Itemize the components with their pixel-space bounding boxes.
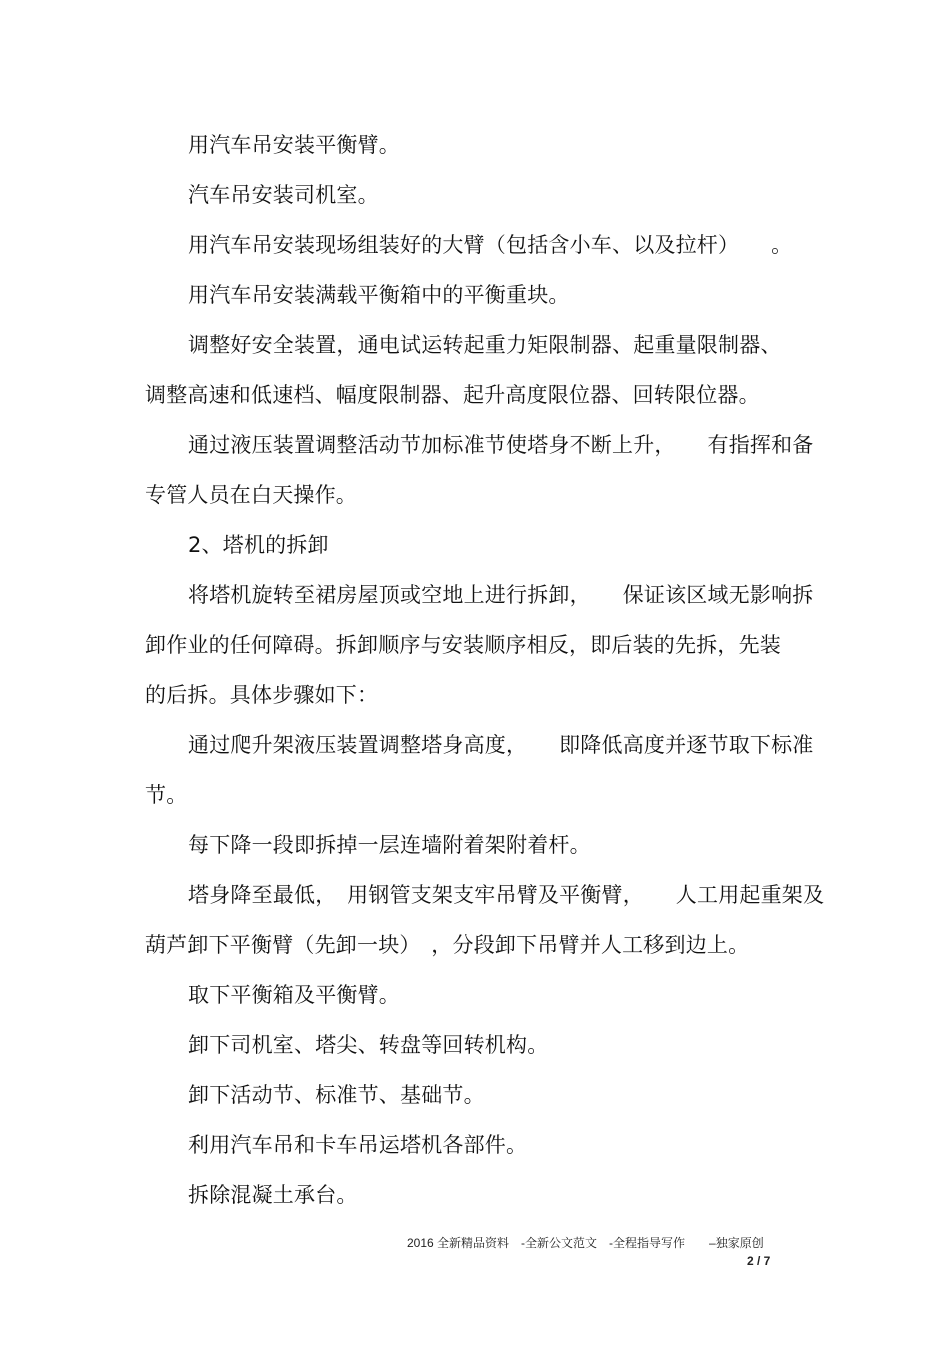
body-line: 葫芦卸下平衡臂（先卸一块） ，分段卸下吊臂并人工移到边上。 <box>145 933 750 957</box>
body-line: 卸下司机室、塔尖、转盘等回转机构。 <box>188 1033 549 1057</box>
body-line: 汽车吊安装司机室。 <box>188 183 379 207</box>
body-line: 卸作业的任何障碍。拆卸顺序与安装顺序相反，即后装的先拆，先装 <box>145 633 781 657</box>
body-line: 塔身降至最低， 用钢管支架支牢吊臂及平衡臂， 人工用起重架及 <box>188 883 825 907</box>
footer-text: 2016 全新精品资料 -全新公文范文 -全程指导写作 –独家原创 <box>407 1236 764 1250</box>
body-line: 节。 <box>145 783 188 807</box>
body-line: 调整好安全装置，通电试运转起重力矩限制器、起重量限制器、 <box>188 333 782 357</box>
body-line: 取下平衡箱及平衡臂。 <box>188 983 400 1007</box>
body-line: 每下降一段即拆掉一层连墙附着架附着杆。 <box>188 833 591 857</box>
body-line: 拆除混凝土承台。 <box>188 1183 358 1207</box>
page-number: 2 / 7 <box>747 1254 771 1268</box>
body-line: 用汽车吊安装平衡臂。 <box>188 133 400 157</box>
body-line: 用汽车吊安装满载平衡箱中的平衡重块。 <box>188 283 570 307</box>
body-line: 专管人员在白天操作。 <box>145 483 357 507</box>
body-line: 通过液压装置调整活动节加标准节使塔身不断上升， 有指挥和备 <box>188 433 814 457</box>
body-line: 的后拆。具体步骤如下： <box>145 683 379 707</box>
body-line: 调整高速和低速档、幅度限制器、起升高度限位器、回转限位器。 <box>145 383 760 407</box>
body-line: 卸下活动节、标准节、基础节。 <box>188 1083 485 1107</box>
body-line: 利用汽车吊和卡车吊运塔机各部件。 <box>188 1133 528 1157</box>
section-heading: 2、塔机的拆卸 <box>188 533 329 557</box>
body-line: 用汽车吊安装现场组装好的大臂（包括含小车、以及拉杆） 。 <box>188 233 793 257</box>
body-line: 通过爬升架液压装置调整塔身高度， 即降低高度并逐节取下标准 <box>188 733 814 757</box>
body-line: 将塔机旋转至裙房屋顶或空地上进行拆卸， 保证该区域无影响拆 <box>188 583 814 607</box>
